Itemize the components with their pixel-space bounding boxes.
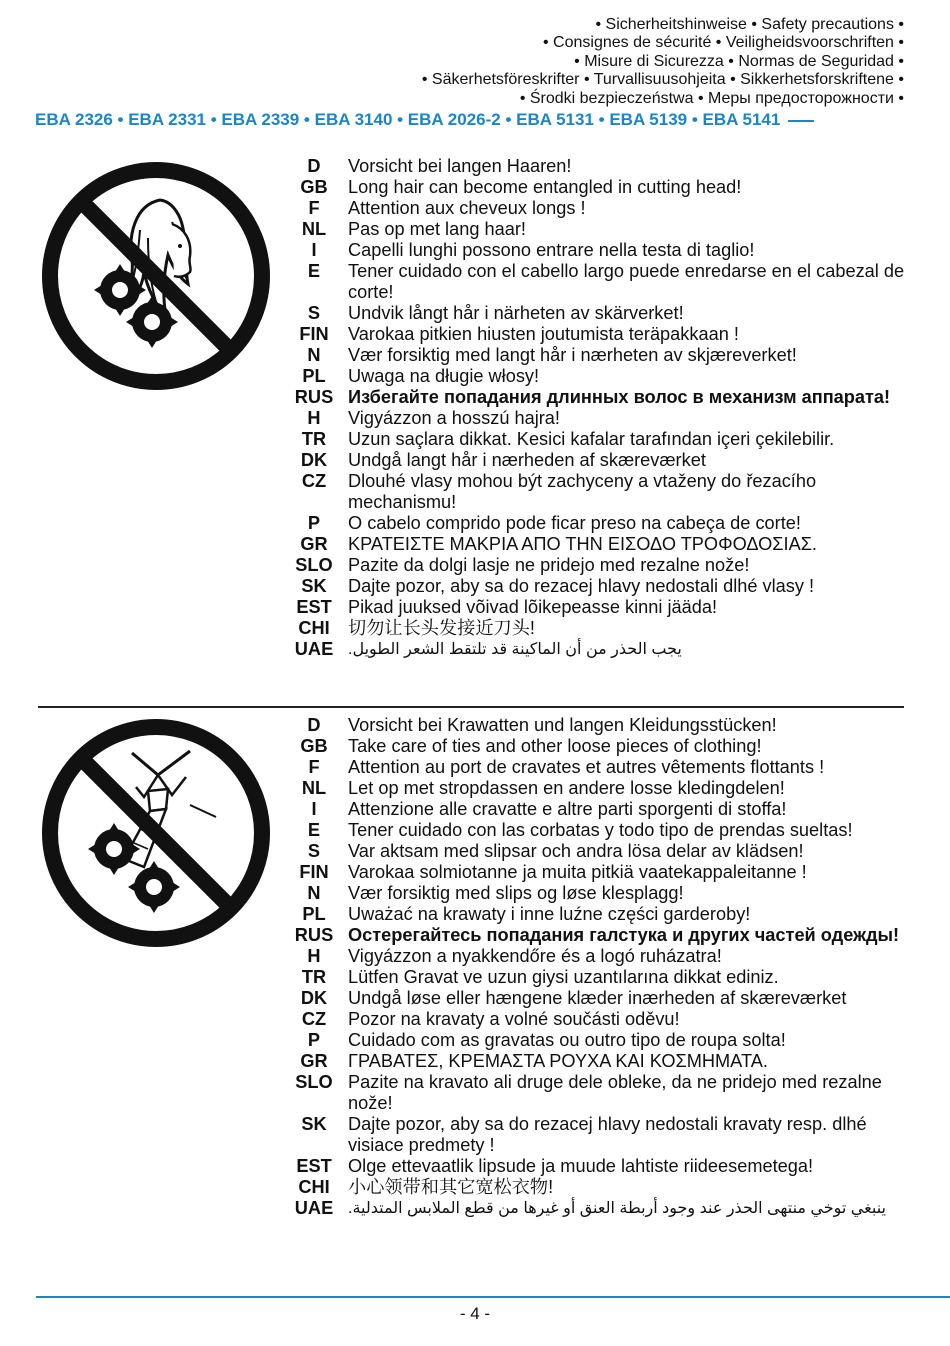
language-code: CHI (298, 1177, 330, 1197)
warning-row (290, 778, 920, 799)
warning-row (290, 1009, 920, 1030)
warning-row (290, 1030, 920, 1051)
header-block (422, 16, 904, 108)
language-code: H (307, 408, 321, 428)
warning-row (290, 1051, 920, 1072)
warning-row (290, 534, 920, 555)
warning-row (290, 715, 920, 736)
warning-text: Capelli lunghi possono entrare nella testa di taglio! (348, 240, 755, 260)
warning-block-long-hair (290, 156, 920, 660)
language-code: DK (300, 988, 328, 1008)
warning-text: Остерегайтесь попадания галстука и других частей одежды! (348, 925, 900, 945)
language-code: GR (300, 1051, 328, 1071)
warning-text: Undvik långt hår i närheten av skärverket! (348, 303, 684, 323)
warning-row (290, 177, 920, 198)
language-code: EST (296, 597, 332, 617)
warning-row (290, 345, 920, 366)
warning-row (290, 450, 920, 471)
warning-text: Vorsicht bei Krawatten und langen Kleidungsstücken! (348, 715, 777, 735)
warning-text: Olge ettevaatlik lipsude ja muude lahtiste riideesemetega! (348, 1156, 814, 1176)
warning-text: Uważać na krawaty i inne luźne części garderoby! (348, 904, 751, 924)
warning-text: Attention aux cheveux longs ! (348, 198, 586, 218)
language-code: CHI (298, 618, 330, 638)
warning-text: Pazite na kravato ali druge dele obleke, da ne pridejo med rezalne nože! (348, 1072, 882, 1113)
language-code: D (307, 156, 321, 176)
warning-block-loose-clothing (290, 715, 920, 1219)
model-list-text: EBA 2326 • EBA 2331 • EBA 2339 • EBA 3140 • EBA 2026-2 • EBA 5131 • EBA 5139 • EBA 5141 (35, 110, 781, 129)
language-code: S (307, 303, 321, 323)
warning-row (290, 618, 920, 639)
language-code: H (307, 946, 321, 966)
language-code: RUS (294, 387, 334, 407)
language-code: FIN (299, 862, 329, 882)
warning-text: O cabelo comprido pode ficar preso na cabeça de corte! (348, 513, 801, 533)
warning-row (290, 387, 920, 408)
warning-row (290, 324, 920, 345)
warning-row (290, 883, 920, 904)
warning-text: Varokaa solmiotanne ja muita pitkiä vaatekappaleitanne ! (348, 862, 807, 882)
language-code: SK (301, 576, 327, 596)
warning-text: Pas op met lang haar! (348, 219, 526, 239)
language-code: P (307, 1030, 321, 1050)
warning-row (290, 1114, 920, 1156)
warning-text: Dlouhé vlasy mohou být zachyceny a vtaženy do řezacího mechanismu! (348, 471, 817, 512)
no-loose-clothing-sign-icon (40, 717, 272, 949)
warning-text: Tener cuidado con las corbatas y todo tipo de prendas sueltas! (348, 820, 853, 840)
warning-row (290, 366, 920, 387)
no-long-hair-sign-icon (40, 160, 272, 392)
section-divider (38, 706, 904, 708)
language-code: RUS (294, 925, 334, 945)
warning-row (290, 904, 920, 925)
warning-row (290, 513, 920, 534)
warning-text: Attention au port de cravates et autres vêtements flottants ! (348, 757, 825, 777)
language-code: PL (302, 904, 326, 924)
language-code: S (307, 841, 321, 861)
language-code: SLO (295, 1072, 333, 1092)
warning-text: ΚΡΑΤΕΙΣΤΕ ΜΑΚΡΙΑ ΑΠΟ ΤΗΝ ΕΙΣΟΔΟ ΤΡΟΦΟΔΟΣΙΑΣ. (348, 534, 817, 554)
warning-text: Избегайте попадания длинных волос в механизм аппарата! (348, 387, 891, 407)
language-code: E (307, 820, 321, 840)
language-code: GB (300, 736, 328, 756)
warning-text: Var aktsam med slipsar och andra lösa delar av klädsen! (348, 841, 804, 861)
warning-text: Vær forsiktig med langt hår i nærheten av skjæreverket! (348, 345, 797, 365)
warning-text: Dajte pozor, aby sa do rezacej hlavy nedostali dlhé vlasy ! (348, 576, 815, 596)
language-code: GR (300, 534, 328, 554)
warning-text: Take care of ties and other loose pieces of clothing! (348, 736, 762, 756)
warning-row (290, 946, 920, 967)
warning-row (290, 429, 920, 450)
language-code: NL (301, 219, 327, 239)
warning-text: 切勿让长头发接近刀头! (348, 618, 535, 638)
language-code: F (308, 757, 320, 777)
language-code: EST (296, 1156, 332, 1176)
warning-row (290, 240, 920, 261)
warning-text: Let op met stropdassen en andere losse kledingdelen! (348, 778, 785, 798)
warning-text: Lütfen Gravat ve uzun giysi uzantılarına dikkat ediniz. (348, 967, 779, 987)
language-code: P (307, 513, 321, 533)
warning-row (290, 1156, 920, 1177)
model-list (35, 109, 950, 131)
warning-row (290, 862, 920, 883)
warning-row (290, 967, 920, 988)
warning-text: Varokaa pitkien hiusten joutumista teräpakkaan ! (348, 324, 739, 344)
language-code: SLO (295, 555, 333, 575)
language-code: F (308, 198, 320, 218)
language-code: PL (302, 366, 326, 386)
warning-row (290, 471, 920, 513)
language-code: N (307, 345, 321, 365)
warning-text: Uzun saçlara dikkat. Kesici kafalar tarafından içeri çekilebilir. (348, 429, 835, 449)
header-line: • Misure di Sicurezza • Normas de Seguridad • (574, 52, 904, 70)
language-code: CZ (301, 471, 327, 491)
language-code: UAE (294, 639, 334, 659)
warning-row (290, 597, 920, 618)
warning-row (290, 925, 920, 946)
warning-text: 小心领带和其它宽松衣物! (348, 1177, 554, 1197)
warning-text: Long hair can become entangled in cutting head! (348, 177, 742, 197)
warning-text: Pikad juuksed võivad lõikepeasse kinni jääda! (348, 597, 718, 617)
language-code: NL (301, 778, 327, 798)
warning-row (290, 736, 920, 757)
warning-text: Undgå langt hår i nærheden af skæreværket (348, 450, 706, 470)
warning-row (290, 219, 920, 240)
warning-text: Vær forsiktig med slips og løse klesplagg! (348, 883, 684, 903)
language-code: E (307, 261, 321, 281)
warning-text: Pazite da dolgi lasje ne pridejo med rezalne nože! (348, 555, 750, 575)
language-code: TR (301, 967, 327, 987)
warning-text: Pozor na kravaty a volné součásti oděvu! (348, 1009, 680, 1029)
warning-row (290, 408, 920, 429)
warning-row (290, 1072, 920, 1114)
warning-text: Attenzione alle cravatte e altre parti sporgenti di stoffa! (348, 799, 787, 819)
warning-row (290, 799, 920, 820)
footer-rule (36, 1296, 950, 1298)
language-code: SK (301, 1114, 327, 1134)
warning-text: Uwaga na długie włosy! (348, 366, 540, 386)
warning-text: ينبغي توخي منتهى الحذر عند وجود أربطة العنق أو غيرها من قطع الملابس المتدلية. (348, 1200, 886, 1217)
language-code: FIN (299, 324, 329, 344)
warning-text: Vigyázzon a hosszú hajra! (348, 408, 560, 428)
warning-row (290, 820, 920, 841)
header-line: • Säkerhetsföreskrifter • Turvallisuusohjeita • Sikkerhetsforskriftene • (421, 71, 904, 89)
language-code: TR (301, 429, 327, 449)
header-line: • Sicherheitshinweise • Safety precautions • (595, 16, 904, 33)
language-code: D (307, 715, 321, 735)
warning-row (290, 198, 920, 219)
language-code: CZ (301, 1009, 327, 1029)
header-line: • Środki bezpieczeństwa • Меры предосторожности • (519, 89, 904, 107)
warning-row (290, 156, 920, 177)
warning-text: Undgå løse eller hængene klæder inærheden af skæreværket (348, 988, 847, 1008)
header-line: • Consignes de sécurité • Veiligheidsvoorschriften • (543, 34, 904, 52)
warning-text: Dajte pozor, aby sa do rezacej hlavy nedostali kravaty resp. dlhé visiace predmety ! (348, 1114, 867, 1155)
warning-row (290, 757, 920, 778)
warning-row (290, 303, 920, 324)
warning-text: Vorsicht bei langen Haaren! (348, 156, 572, 176)
language-code: UAE (294, 1198, 334, 1218)
warning-row (290, 988, 920, 1009)
warning-text: Vigyázzon a nyakkendőre és a logó ruházatra! (348, 946, 722, 966)
language-code: I (311, 799, 317, 819)
model-list-rule (788, 120, 814, 122)
warning-row (290, 1177, 920, 1198)
warning-text: Cuidado com as gravatas ou outro tipo de roupa solta! (348, 1030, 786, 1050)
warning-row (290, 841, 920, 862)
warning-text: Tener cuidado con el cabello largo puede enredarse en el cabezal de corte! (348, 261, 905, 302)
warning-row (290, 261, 920, 303)
warning-row (290, 576, 920, 597)
language-code: I (311, 240, 317, 260)
language-code: GB (300, 177, 328, 197)
warning-row (290, 555, 920, 576)
warning-text: يجب الحذر من أن الماكينة قد تلتقط الشعر الطويل. (348, 641, 682, 658)
language-code: DK (300, 450, 328, 470)
warning-text: ΓΡΑΒΑΤΕΣ, ΚΡΕΜΑΣΤΑ ΡΟΥΧΑ ΚΑΙ ΚΟΣΜΗΜΑΤΑ. (348, 1051, 768, 1071)
page-number: - 4 - (459, 1304, 491, 1323)
warning-row (290, 1198, 920, 1219)
language-code: N (307, 883, 321, 903)
warning-row (290, 639, 920, 660)
